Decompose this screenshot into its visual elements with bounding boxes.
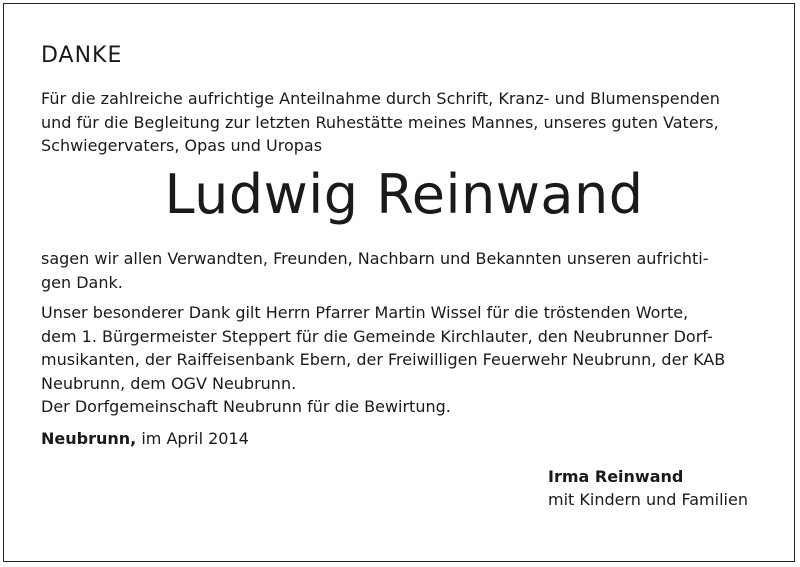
special-thanks-paragraph — [41, 301, 765, 419]
special-thanks-line: Neubrunn, dem OGV Neubrunn. — [41, 373, 297, 393]
date-text: im April 2014 — [136, 429, 249, 448]
thanks-line: gen Dank. — [41, 272, 123, 292]
intro-line: Schwiegervaters, Opas und Uropas — [41, 136, 323, 155]
thanks-paragraph — [41, 247, 765, 294]
intro-line: und für die Begleitung zur letzten Ruhestätte meines Mannes, unseres guten Vaters, — [41, 112, 719, 132]
obituary-thanks-notice — [3, 3, 795, 562]
special-thanks-line: dem 1. Bürgermeister Steppert für die Gemeinde Kirchlauter, den Neubrunner Dorf- — [41, 326, 713, 346]
place-date-line — [41, 428, 249, 450]
signature-name: Irma Reinwand — [548, 467, 684, 486]
signature-subline: mit Kindern und Familien — [548, 490, 748, 509]
intro-line: Für die zahlreiche aufrichtige Anteilnahme durch Schrift, Kranz- und Blumenspenden — [41, 89, 720, 108]
notice-heading: DANKE — [41, 43, 123, 68]
special-thanks-line: Der Dorfgemeinschaft Neubrunn für die Bewirtung. — [41, 397, 451, 416]
thanks-line: sagen wir allen Verwandten, Freunden, Nachbarn und Bekannten unseren aufrichti- — [41, 249, 709, 268]
intro-paragraph — [41, 87, 765, 158]
signature-block — [548, 465, 748, 511]
place-name: Neubrunn, — [41, 429, 137, 448]
special-thanks-line: musikanten, der Raiffeisenbank Ebern, der Freiwilligen Feuerwehr Neubrunn, der KAB — [41, 350, 726, 369]
deceased-name: Ludwig Reinwand — [164, 163, 644, 226]
special-thanks-line: Unser besonderer Dank gilt Herrn Pfarrer Martin Wissel für die tröstenden Worte, — [41, 303, 689, 322]
